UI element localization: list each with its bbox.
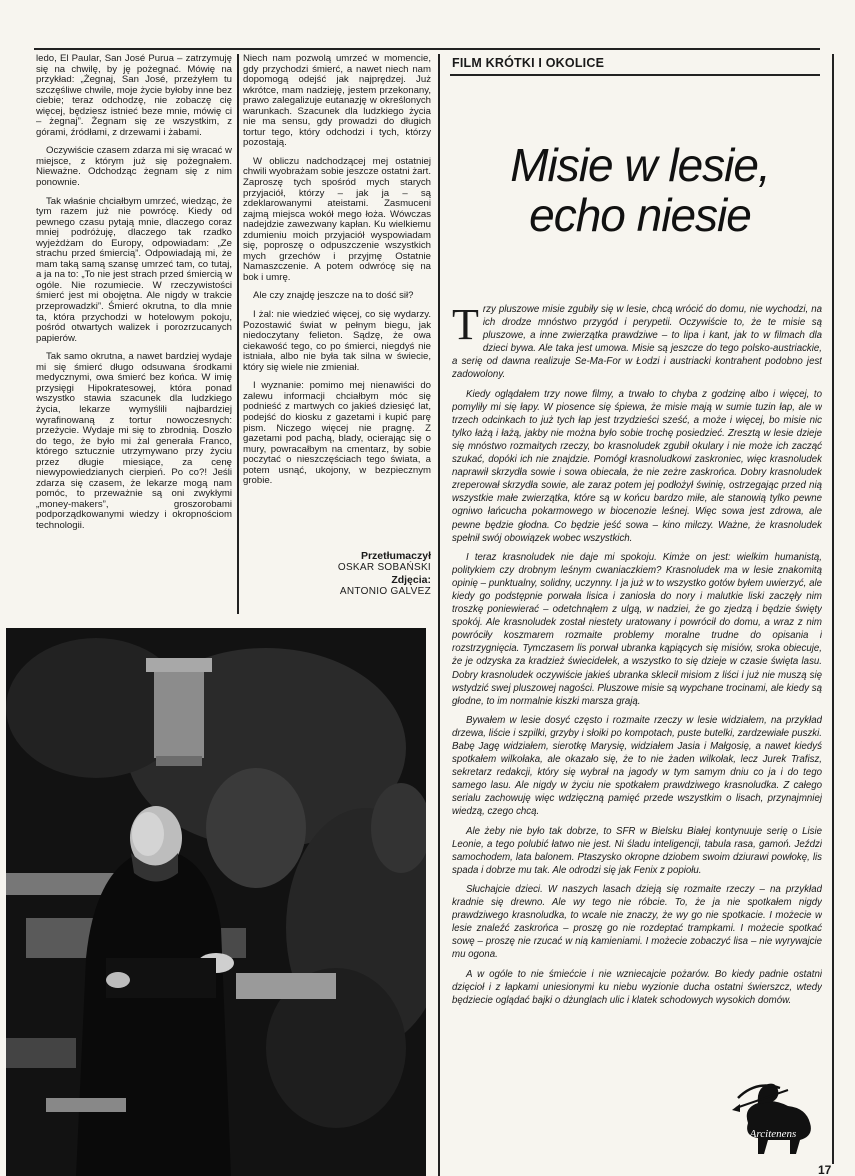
paragraph: W obliczu nadchodzącej mej ostatniej chwili wyobrażam sobie jeszcze ostatni żart. Zaproszę tych spośród mych starych przyjaciół, którzy – jak ja – są zdeklarowanymi ateistami. Zasmuceni zajmą miejsca wokół mego łoża. Wówczas nadejdzie zawezwany kapłan. Ku wielkiemu zdumieniu moich przyjaciół wyspowiadam się, poproszę o odpuszczenie wszystkich mych grzechów i przyjmę Ostatnie Namaszczenie. A potem odwrócę się na bok i umrę. [243, 155, 431, 283]
paragraph: Ale żeby nie było tak dobrze, to SFR w Bielsku Białej kontynuuje serię o Lisie Leonie, a tego polubić łatwo nie jest. Ni śladu inteligencji, tabula rasa, gamoń. Jeździ samochodem, lata balonem. Ptaszysko okropne dziobem swoim dziurawi powłokę, lis spada i dobrze mu tak. Ale odrodzi się jak Fenix z popiołu. [452, 825, 822, 876]
paragraph: Bywałem w lesie dosyć często i rozmaite rzeczy w lesie widziałem, na przykład drzewa, liście i szpilki, grzyby i słoiki po kompotach, puste butelki, zardzewiałe puszki. Babę Jagę widziałem, sierotkę Marysię, widziałem Jasia i Małgosię, a nawet kiedyś spotkałem wilkołaka, ale okazało się, że to nie żaden wilkołak, lecz Jurek Trafisz, sekretarz redakcji, który się wybrał na jagody w tym samym dniu co ja i do tego samego lasu. Ale nigdy w życiu nie spotkałem prawdziwego krasnoludka. Z całego serialu zachowuję więc wdzięczną pamięć przede wszystkim o lisach, przynajmniej wiedzą, czego chcą. [452, 714, 822, 818]
paragraph: I teraz krasnoludek nie daje mi spokoju. Kimże on jest: wielkim humanistą, politykiem czy drobnym leśnym cwaniaczkiem? Krasnoludek ma w lesie znakomitą opinię – punktualny, solidny, uczynny. I ja już w to wszystko gotów byłem uwierzyć, ale kiedy go podstępnie porwała lisica i zaniosła do nory i malutkie liski zaczęły nim troszkę poniewierać – odetchnąłem z ulgą, w nadziei, że go zjedzą i będzie święty spokój. Ale krasnoludek został niestety uratowany i powrócił do domu, a wraz z nim powróciły koszmarem rozmaite problemy moralne trudne do opisania i rozstrzygnięcia. Tymczasem lis porwał ubranka kąpiących się misiów, sroka obiecuje, że je odzyska za kradzież świecidełek, a wszystko to się dzieje w czasie święta lasu. Dobry krasnoludek oczywiście jakieś ubranka sklecił misiom z liści i już nie muszą się wstydzić swej pluszowej nagości. Pluszowe misie są wypchane trocinami, ale kiedy są głodne, to im normalnie kiszki marsza grają. [452, 551, 822, 707]
photos-name: ANTONIO GALVEZ [339, 586, 431, 597]
article-column-1 [36, 54, 232, 610]
paragraph: ledo, El Paular, San José Purua – zatrzymuję się na chwilę, by ję pożegnać. Mówię na przykład: „Żegnaj, San José, przeżyłem tu szczęśliwe chwile, moje życie byłoby inne bez ciebie; teraz odchodzę, nie zobaczę cię więcej, będziesz istnieć beze mnie, mówię ci – żegnaj”. Żegnam się ze wszystkim, z górami, źródłami, z drzewami i żabami. [36, 54, 232, 138]
paragraph: I żal: nie wiedzieć więcej, co się wydarzy. Pozostawić świat w pełnym biegu, jak niedoczytany felieton. Sądzę, że owa ciekawość tego, co po śmierci, niegdyś nie istniała, albo nie była tak silna w świecie, który się wiele nie zmieniał. [243, 309, 431, 373]
paragraph: Ale czy znajdę jeszcze na to dość sił? [253, 290, 414, 302]
paragraph: Kiedy oglądałem trzy nowe filmy, a trwało to chyba z godzinę albo i więcej, to pomyliły mi się łapy. W piosence się śpiewa, że misie mają w sumie tuzin łap, ale w trzech odcinkach to już tych łap jest trzydzieści sześć, a może i więcej, bo misie nic tylko łażą i łażą, jakby nie można było sobie trochę posiedzieć. Zresztą w lesie dzieje się mnóstwo rozmaitych rzeczy, bo krasnoludek zgubił okulary i nie może ich zacząć szukać, dopóki ich nie znajdzie. Pomógł krasnoludkowi zaskroniec, więc krasnoludek naprawił skrzydła sowie i sowa obiecała, że nie zeżre zaskrońca. Dobry krasnoludek zreperował skrzydła sowie, ale zaraz potem jej podłożył świnię, ostrzegając przed nią wszystkie małe zwierzątka, które są w końcu bardzo miłe, ale stanowią tylko pewne ogniwo łańcucha pokarmowego w biocenozie leśnej. Więc sowa jest zdrowa, ale pewne będzie głodna. Co będzie jeść sowa – kino milczy. Ważne, że krasnoludek spełnił swój obowiązek wobec wszystkich. [452, 388, 822, 544]
right-border [832, 54, 834, 1164]
column-divider [237, 54, 239, 614]
paragraph: Tak właśnie chciałbym umrzeć, wiedząc, że tym razem już nie powrócę. Kiedy od pewnego czasu pytają mnie, dlaczego coraz mniej podróżuję, dlaczego tak rzadko wyjeżdżam do Europy, odpowiadam: „Ze strachu przed śmiercią”. Odpowiadają mi, że mam taką samą szansę umrzeć tam, co tutaj, a ja na to: „To nie jest strach przed śmiercią w ogóle. Nie rozumiecie. W rzeczywistości śmierć jest mi obojętna. Ale nigdy w trakcie przeprowadzki”. Śmierć okrutna, to dla mnie ta, która przychodzi w hotelowym pokoju, pośród otwartych walizek i porozrzucanych papierów. [36, 195, 232, 344]
article-credits [243, 550, 431, 598]
translator-name: OSKAR SOBAŃSKI [337, 562, 431, 573]
dropcap: T [452, 303, 479, 349]
article-photo [6, 628, 426, 1176]
photo-image [6, 628, 426, 1176]
paragraph: Słuchajcie dzieci. W naszych lasach dzieją się rozmaite rzeczy – na przykład kradnie się drewno. Ale wy tego nie róbcie. To, że ja nie spotkałem nigdy prawdziwego krasnoludka, to wcale nie znaczy, że wy go nie spotkacie. I możecie w lesie znaleźć zaskrońca – proszę go nie rozdeptać trampkami. I możecie spotkać sowę – proszę nie rzucać w nią kamieniami. I możecie zobaczyć lisa – nie wyrywajcie mu ogona. [452, 883, 822, 961]
section-divider [438, 54, 440, 1176]
headline [460, 140, 820, 240]
paragraph: Niech nam pozwolą umrzeć w momencie, gdy przychodzi śmierć, a nawet niech nam dopomogą odejść jak najprędzej. Już wkrótce, mam nadzieję, jestem przekonany, prawo zalegalizuje eutanazję w określonych warunkach. Szacunek dla ludzkiego życia nie ma sensu, gdy prowadzi do długich tortur tego, który odchodzi i tych, którzy pozostają. [243, 54, 431, 149]
headline-line-1: Misie w lesie, [510, 139, 770, 191]
headline-line-2: echo niesie [529, 189, 751, 241]
article-column-2 [243, 54, 431, 554]
logo-text: Arcitenens [749, 1128, 797, 1140]
top-rule [34, 48, 820, 50]
photos-label: Zdjęcia: [391, 574, 431, 586]
review-column [452, 303, 822, 1063]
section-underline [450, 74, 820, 76]
paragraph: Oczywiście czasem zdarza mi się wracać w miejsce, z którym już się pożegnałem. Nieważne. Odchodząc żegnam się z nim ponownie. [36, 145, 232, 189]
paragraph: A w ogóle to nie śmiećcie i nie wzniecajcie pożarów. Bo kiedy padnie ostatni dzięcioł i z łapkami uniesionymi ku niebu wyzionie ducha ostatni świerszcz, wtedy będziecie oglądać bajki o dżunglach ulic i klatek schodowych wysokich domów. [452, 968, 822, 1006]
translator-label: Przetłumaczył [360, 550, 431, 562]
sagittarius-logo-icon [728, 1078, 818, 1158]
section-label: FILM KRÓTKI I OKOLICE [452, 56, 605, 70]
paragraph: I wyznanie: pomimo mej nienawiści do zalewu informacji chciałbym móc się podnieść z martwych co jakieś dziesięć lat, podejść do kiosku z gazetami i kupić parę pism. Niczego więcej nie pragnę. Z gazetami pod pachą, blady, ocierając się o mury, powracałbym na cmentarz, by sobie poczytać o nieszczęściach tego świata, a potem usnąć, ukojony, w bezpiecznym grobie. [243, 380, 431, 487]
lead-paragraph [452, 303, 822, 382]
paragraph: Tak samo okrutna, a nawet bardziej wydaje mi się śmierć długo odsuwana środkami medycznymi, owa śmierć bez końca. W imię przysięgi Hipokratesowej, która ponad wszystko stawia szacunek dla ludzkiego życia, lekarze wymyślili najbardziej wyrafinowaną z tortur nowoczesnych: przeżycie. Wydaje mi się to zbrodnią. Doszło do tego, że było mi żal generała Franco, którego sztucznie utrzymywano przy życiu przez długie miesiące, za cenę niewypowiedzianych cierpień. Po co?! Jeśli zdarza się czasem, że lekarze mogą nam pomóc, to przeważnie są oni zwykłymi „money-makers”, groszorobami podporządkowanymi wiedzy i okropnościom technologii. [36, 351, 232, 531]
lead-text: rzy pluszowe misie zgubiły się w lesie, chcą wrócić do domu, nie wychodzi, na ich drodze mnóstwo przygód i perypetii. Oczywiście to, że te misie są pluszowe, a inne zwierzątka prawdziwe – to lipa i kant, jak to w filmach dla dzieci bywa. Ale taka jest umowa. Misie są jeszcze do tego polsko-austriackie, a serię od dawna realizuje Se-Ma-For w Łodzi i austriacki kontrahent podobno jest zadowolony. [452, 304, 822, 381]
page-number: 17 [818, 1163, 832, 1176]
